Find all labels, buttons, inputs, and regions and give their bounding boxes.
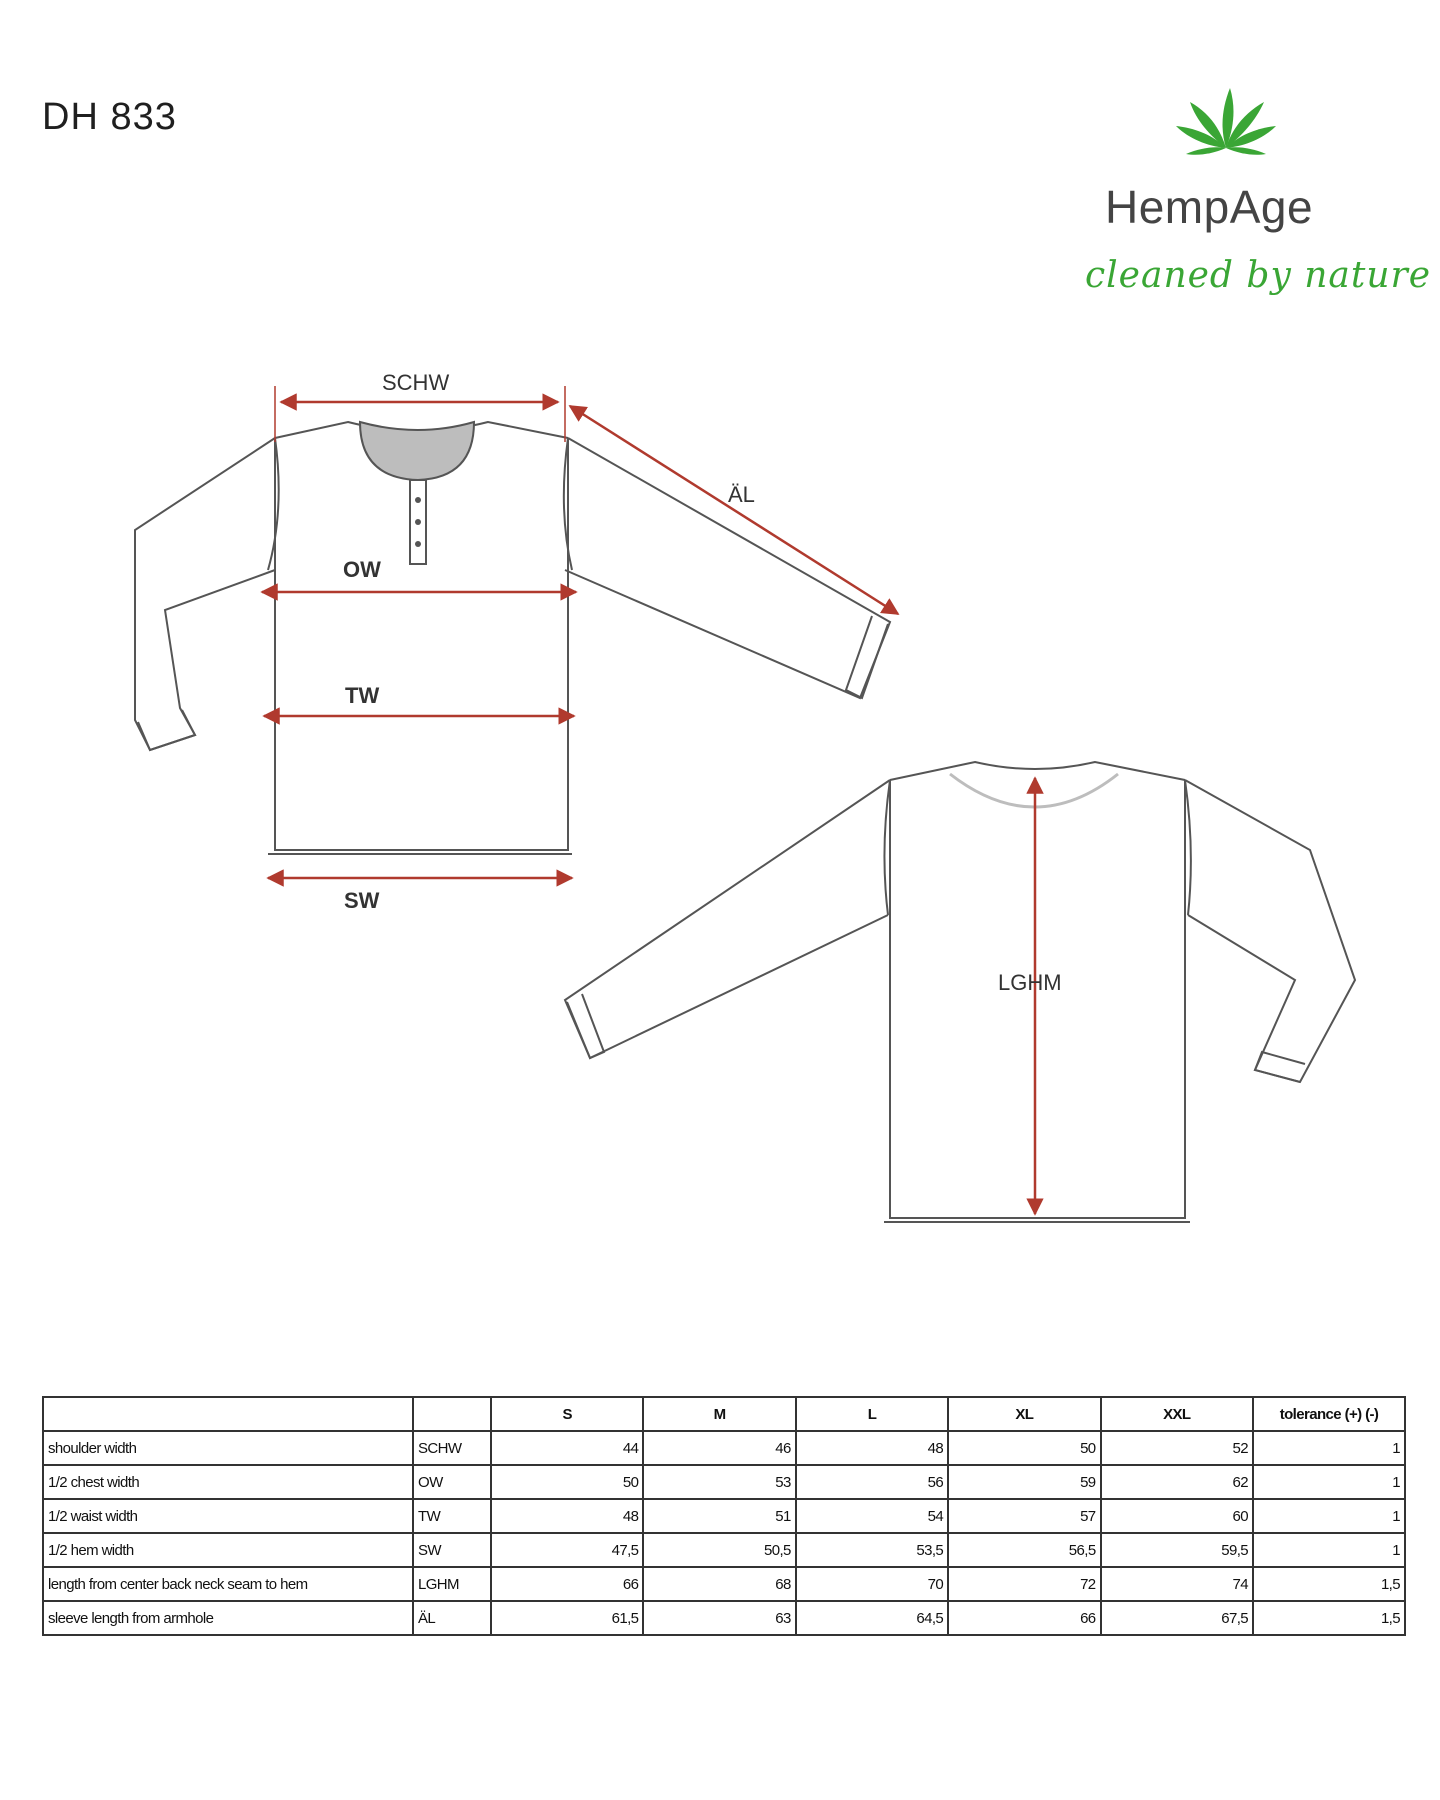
table-row: [43, 1499, 1405, 1533]
measurement-lines: [262, 386, 1035, 1214]
table-header-row: [43, 1397, 1405, 1431]
row-code: ÄL: [413, 1601, 491, 1635]
col-header-m: M: [643, 1397, 795, 1431]
cell-value: 44: [491, 1431, 643, 1465]
cell-value: 48: [491, 1499, 643, 1533]
model-number: DH 833: [42, 96, 177, 138]
table-row: [43, 1465, 1405, 1499]
size-table: [42, 1396, 1406, 1636]
row-label: 1/2 waist width: [43, 1499, 413, 1533]
cell-tolerance: 1,5: [1253, 1567, 1405, 1601]
table-row: [43, 1601, 1405, 1635]
cell-value: 62: [1101, 1465, 1253, 1499]
cell-value: 47,5: [491, 1533, 643, 1567]
row-code: LGHM: [413, 1567, 491, 1601]
row-label: shoulder width: [43, 1431, 413, 1465]
back-view-garment: [565, 762, 1355, 1222]
cell-value: 56,5: [948, 1533, 1100, 1567]
label-sw: SW: [344, 888, 380, 913]
cell-value: 63: [643, 1601, 795, 1635]
cell-value: 51: [643, 1499, 795, 1533]
table-row: [43, 1567, 1405, 1601]
col-header: [43, 1397, 413, 1431]
row-code: SCHW: [413, 1431, 491, 1465]
garment-measurement-diagram: [0, 330, 1440, 1270]
label-lghm: LGHM: [998, 970, 1062, 995]
cell-value: 59: [948, 1465, 1100, 1499]
cell-value: 50,5: [643, 1533, 795, 1567]
cell-value: 66: [491, 1567, 643, 1601]
cell-value: 46: [643, 1431, 795, 1465]
row-label: 1/2 chest width: [43, 1465, 413, 1499]
cell-value: 57: [948, 1499, 1100, 1533]
cell-value: 54: [796, 1499, 948, 1533]
label-ow: OW: [343, 557, 381, 582]
col-header: [413, 1397, 491, 1431]
cell-value: 61,5: [491, 1601, 643, 1635]
cell-value: 53,5: [796, 1533, 948, 1567]
cell-value: 52: [1101, 1431, 1253, 1465]
cell-tolerance: 1: [1253, 1499, 1405, 1533]
col-header-tolerance: tolerance (+) (-): [1253, 1397, 1405, 1431]
label-al: ÄL: [728, 482, 755, 507]
cell-tolerance: 1: [1253, 1465, 1405, 1499]
row-code: SW: [413, 1533, 491, 1567]
cell-value: 59,5: [1101, 1533, 1253, 1567]
label-schw: SCHW: [382, 370, 450, 395]
cell-tolerance: 1,5: [1253, 1601, 1405, 1635]
cell-value: 66: [948, 1601, 1100, 1635]
cell-value: 50: [491, 1465, 643, 1499]
cell-value: 60: [1101, 1499, 1253, 1533]
cell-value: 72: [948, 1567, 1100, 1601]
col-header-l: L: [796, 1397, 948, 1431]
cell-value: 48: [796, 1431, 948, 1465]
cell-value: 74: [1101, 1567, 1253, 1601]
row-label: sleeve length from armhole: [43, 1601, 413, 1635]
cell-value: 50: [948, 1431, 1100, 1465]
cell-value: 56: [796, 1465, 948, 1499]
front-neck-opening: [360, 422, 474, 564]
label-tw: TW: [345, 683, 380, 708]
cell-tolerance: 1: [1253, 1431, 1405, 1465]
row-label: 1/2 hem width: [43, 1533, 413, 1567]
size-chart: [42, 1396, 1406, 1636]
row-code: TW: [413, 1499, 491, 1533]
cell-value: 70: [796, 1567, 948, 1601]
row-label: length from center back neck seam to hem: [43, 1567, 413, 1601]
cell-value: 53: [643, 1465, 795, 1499]
table-row: [43, 1431, 1405, 1465]
row-code: OW: [413, 1465, 491, 1499]
col-header-s: S: [491, 1397, 643, 1431]
front-view-garment: [135, 422, 890, 854]
cell-value: 67,5: [1101, 1601, 1253, 1635]
brand-name: HempAge: [1105, 181, 1314, 233]
table-row: [43, 1533, 1405, 1567]
brand-tagline: cleaned by nature: [1085, 255, 1432, 296]
cell-tolerance: 1: [1253, 1533, 1405, 1567]
cell-value: 68: [643, 1567, 795, 1601]
col-header-xxl: XXL: [1101, 1397, 1253, 1431]
col-header-xl: XL: [948, 1397, 1100, 1431]
cell-value: 64,5: [796, 1601, 948, 1635]
